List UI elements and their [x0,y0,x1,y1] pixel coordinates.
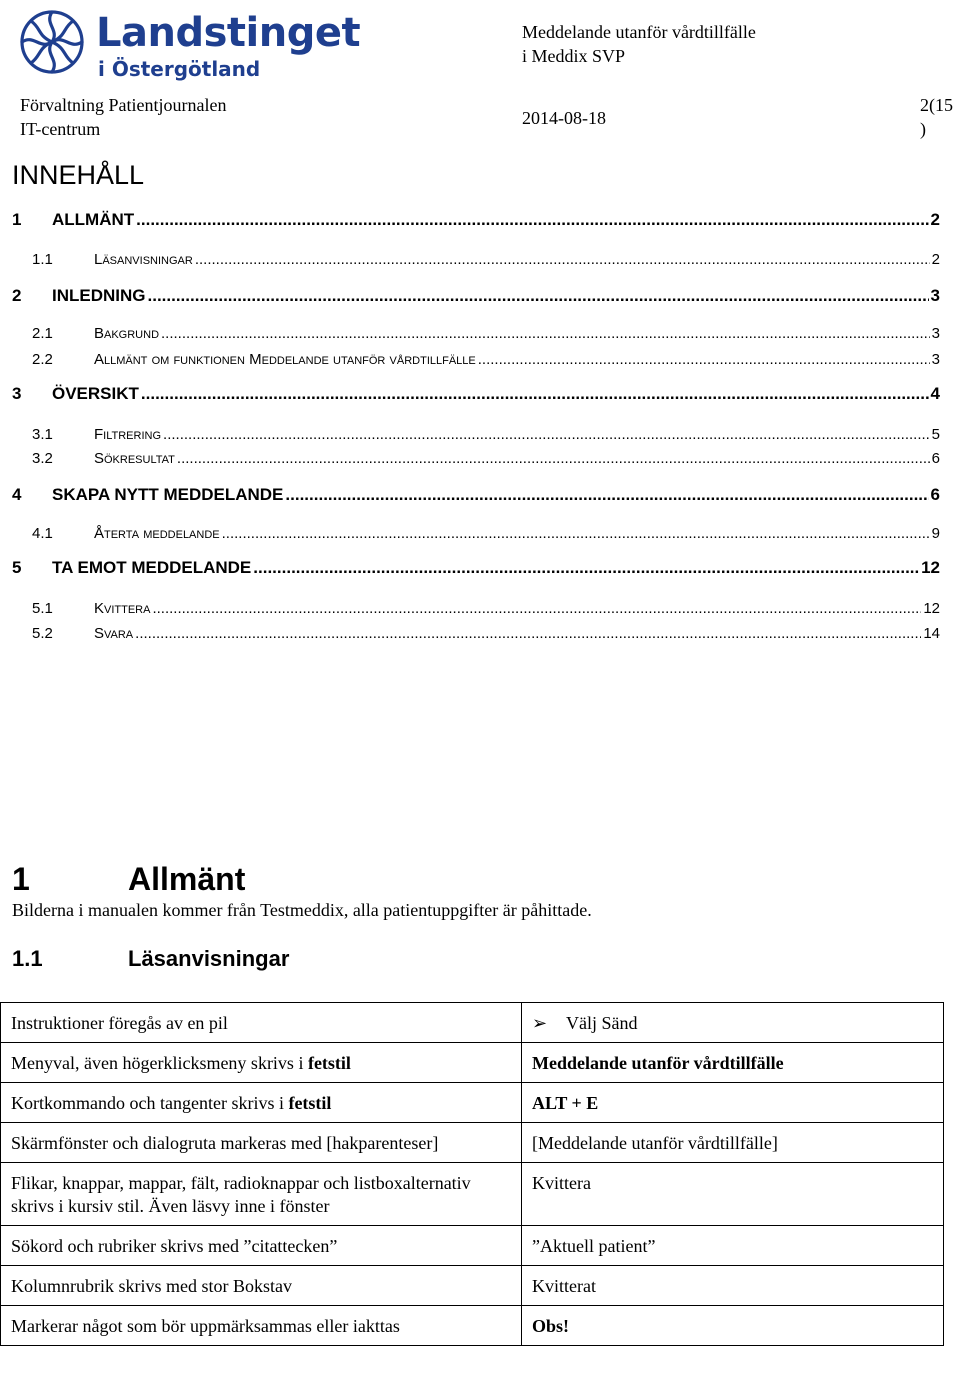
toc-entry[interactable] [12,342,940,368]
document-title-line1: Meddelande utanför vårdtillfälle [522,22,756,42]
toc-entry-title: TA EMOT MEDDELANDE [52,558,252,577]
subsection-number: 1.1 [12,946,43,971]
table-row [1,1266,944,1306]
toc-entry-page: 6 [930,485,940,504]
toc-entry-number: 2.1 [32,325,53,342]
toc-leader-dots [136,210,928,230]
page-number-line2: ) [920,119,926,139]
reading-instructions-table [0,1002,944,1346]
table-row [1,1306,944,1346]
toc-entry[interactable] [12,417,940,443]
toc-entry[interactable] [12,616,940,642]
toc-entry-title: ALLMÄNT [52,210,135,229]
description-text: Kortkommando och tangenter skrivs i [11,1093,289,1113]
toc-entry-number: 5.2 [32,625,53,642]
toc-entry-number: 5 [12,558,22,577]
arrow-bullet-icon: ➢ [532,1013,548,1033]
table-cell-description: Skärmfönster och dialogruta markeras med [hakparenteser] [1,1123,522,1163]
table-cell-example: Meddelande utanför vårdtillfälle [522,1043,944,1083]
toc-entry-number: 5.1 [32,600,53,617]
toc-entry[interactable] [12,516,940,542]
toc-leader-dots [195,251,930,268]
table-row [1,1043,944,1083]
logo-subtitle: i Östergötland [98,57,261,81]
toc-entry-title: Läsanvisningar [94,251,193,268]
toc-entry[interactable] [12,552,940,578]
toc-entry-title: Allmänt om funktionen Meddelande utanför vårdtillfälle [94,351,476,368]
toc-entry-page: 6 [931,450,940,467]
toc-heading: INNEHÅLL [12,160,145,190]
description-bold-text: fetstil [307,1053,351,1073]
table-cell-example: Kvittera [522,1163,944,1226]
toc-entry-title: SKAPA NYTT MEDDELANDE [52,485,284,504]
table-cell-example: Obs! [522,1306,944,1346]
toc-leader-dots [222,525,930,542]
section-number: 1 [12,861,30,897]
toc-entry-title: INLEDNING [52,286,146,305]
toc-entry-title: Svara [94,625,134,642]
toc-entry[interactable] [12,479,940,505]
toc-entry[interactable] [12,280,940,306]
toc-entry-title: Kvittera [94,600,151,617]
toc-leader-dots [148,286,929,306]
toc-entry-number: 2.2 [32,351,53,368]
page-number-line1: 2(15 [920,95,953,115]
toc-entry-title: Återta meddelande [94,525,220,542]
toc-leader-dots [253,558,919,578]
section-title: Allmänt [128,861,246,897]
toc-leader-dots [152,600,921,617]
toc-leader-dots [478,351,930,368]
table-cell-description: Kolumnrubrik skrivs med stor Bokstav [1,1266,522,1306]
table-row [1,1123,944,1163]
subsection-heading [12,945,290,973]
toc-entry-page: 3 [931,325,940,342]
table-cell-example: [Meddelande utanför vårdtillfälle] [522,1123,944,1163]
toc-entry-page: 2 [930,210,940,229]
example-text: Välj Sänd [566,1013,638,1033]
toc-entry-number: 3 [12,384,22,403]
description-bold-text: fetstil [288,1093,332,1113]
toc-entry-number: 1.1 [32,251,53,268]
table-cell-description: Sökord och rubriker skrivs med ”citattecken” [1,1226,522,1266]
toc-entry-page: 12 [921,558,940,577]
toc-entry-page: 4 [930,384,940,403]
toc-entry-page: 12 [923,600,940,617]
toc-entry[interactable] [12,242,940,268]
table-cell-example: ”Aktuell patient” [522,1226,944,1266]
table-row [1,1163,944,1226]
toc-entry[interactable] [12,378,940,404]
toc-entry-title: Sökresultat [94,450,175,467]
landstinget-logo [14,4,361,82]
toc-entry-page: 2 [931,251,940,268]
toc-leader-dots [177,450,930,467]
toc-entry[interactable] [12,441,940,467]
toc-entry-title: Bakgrund [94,325,160,342]
toc-entry-number: 3.1 [32,426,53,443]
section-heading [12,860,246,898]
toc-leader-dots [285,485,928,505]
table-row [1,1226,944,1266]
logo-wordmark: Landstinget [96,10,361,56]
section-body-text: Bilderna i manualen kommer från Testmeddix, alla patientuppgifter är påhittade. [12,900,592,920]
table-row [1,1083,944,1123]
toc-entry[interactable] [12,591,940,617]
toc-entry-page: 5 [931,426,940,443]
toc-entry-page: 14 [923,625,940,642]
toc-entry[interactable] [12,316,940,342]
toc-leader-dots [135,625,921,642]
table-cell-example: Kvitterat [522,1266,944,1306]
table-cell-example [522,1003,944,1043]
logo-emblem-icon [14,4,90,80]
toc-entry-number: 2 [12,286,22,305]
toc-entry-page: 9 [931,525,940,542]
table-row [1,1003,944,1043]
document-title-line2: i Meddix SVP [522,46,626,66]
toc-entry-title: Filtrering [94,426,162,443]
toc-entry-number: 3.2 [32,450,53,467]
document-date: 2014-08-18 [522,108,606,128]
department-unit: IT-centrum [20,119,101,139]
toc-entry[interactable] [12,204,940,230]
toc-entry-number: 4.1 [32,525,53,542]
toc-entry-number: 4 [12,485,22,504]
toc-entry-title: ÖVERSIKT [52,384,139,403]
table-cell-description: Instruktioner föregås av en pil [1,1003,522,1043]
toc-entry-page: 3 [931,351,940,368]
toc-leader-dots [161,325,930,342]
toc-entry-page: 3 [930,286,940,305]
description-text: Menyval, även högerklicksmeny skrivs i [11,1053,308,1073]
table-cell-description [1,1043,522,1083]
department-name: Förvaltning Patientjournalen [20,95,227,115]
table-cell-description: Markerar något som bör uppmärksammas eller iakttas [1,1306,522,1346]
subsection-title: Läsanvisningar [128,946,290,971]
toc-leader-dots [141,384,929,404]
toc-entry-number: 1 [12,210,22,229]
table-cell-example: ALT + E [522,1083,944,1123]
table-cell-description [1,1083,522,1123]
table-cell-description: Flikar, knappar, mappar, fält, radioknappar och listboxalternativ skrivs i kursiv stil. Även läsvy inne i fönster [1,1163,522,1226]
